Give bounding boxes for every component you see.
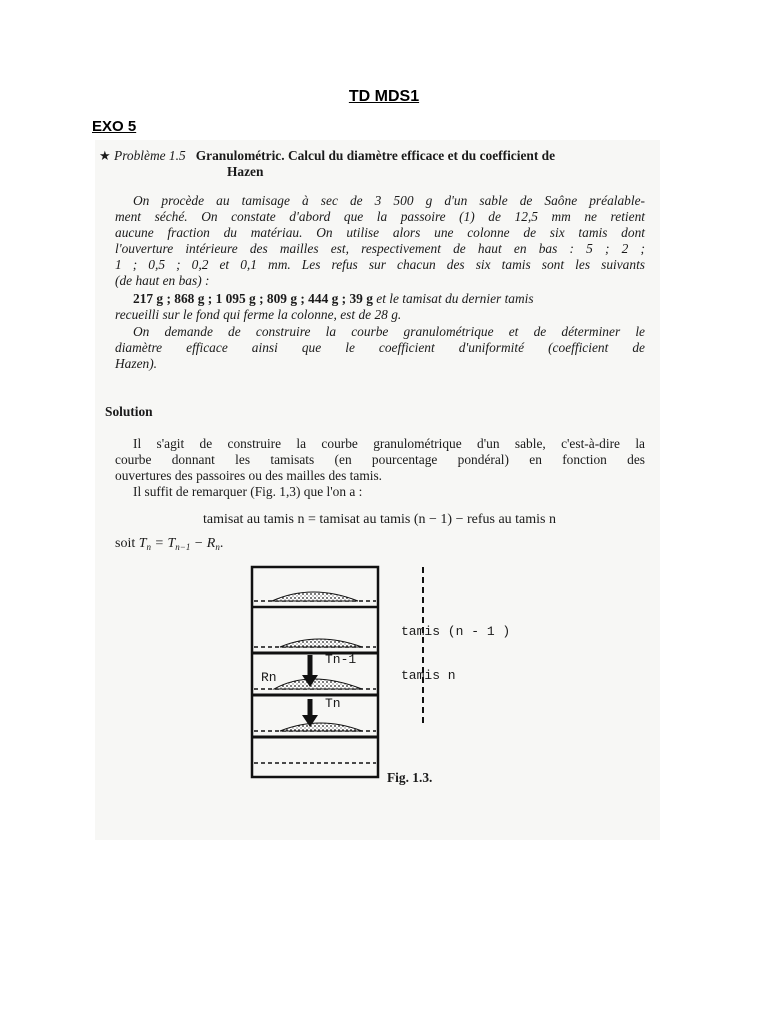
question-text-line: Hazen). [115, 356, 158, 371]
star-icon: ★ [99, 148, 111, 163]
figure-caption: Fig. 1.3. [387, 770, 433, 785]
refus-values-line [133, 291, 645, 307]
scanned-page [95, 140, 660, 840]
solution-text-line: Il suffit de remarquer (Fig. 1,3) que l'on a : [133, 484, 363, 499]
formula-end: . [219, 536, 224, 551]
refus-values: 217 g ; 868 g ; 1 095 g ; 809 g ; 444 g ; 39 g [133, 291, 373, 306]
soit-word: soit [115, 536, 136, 551]
label-tamis-n: tamis n [401, 668, 456, 683]
exercise-label: EXO 5 [92, 118, 137, 135]
formula-subscript: n−1 [175, 542, 191, 552]
problem-label: Problème 1.5 [114, 148, 186, 163]
tamisat-equation: tamisat au tamis n = tamisat au tamis (n − 1) − refus au tamis n [203, 512, 557, 527]
formula-subscript: n [215, 542, 220, 552]
problem-text-line: l'ouverture intérieure des mailles est, respectivement de haut en bas : 5 ; 2 ; [115, 241, 645, 256]
label-tn-minus-1: Tn-1 [325, 652, 357, 667]
problem-text-line: 1 ; 0,5 ; 0,2 et 0,1 mm. Les refus sur chacun des six tamis sont les suivants [115, 257, 645, 272]
formula-symbol: T [138, 536, 147, 551]
problem-title: Granulométric. Calcul du diamètre efficace et du coefficient de [195, 148, 556, 163]
question-text-line: On demande de construire la courbe granulométrique et de déterminer le [133, 324, 645, 339]
refus-tail: et le tamisat du dernier tamis [376, 291, 534, 306]
problem-text-line: (de haut en bas) : [115, 273, 210, 288]
problem-text-line: aucune fraction du matériau. On utilise alors une colonne de six tamis dont [115, 225, 645, 240]
label-tamis-n-minus-1: tamis (n - 1 ) [401, 624, 511, 639]
label-tn: Tn [325, 696, 341, 711]
problem-text-line: recueilli sur le fond qui ferme la colonne, est de 28 g. [115, 307, 402, 322]
solution-text-line: ouvertures des passoires ou des mailles des tamis. [115, 468, 383, 483]
document-title: TD MDS1 [348, 88, 420, 105]
formula-subscript: n [146, 542, 152, 552]
solution-text-line: Il s'agit de construire la courbe granulométrique d'un sable, c'est-à-dire la [133, 436, 645, 451]
solution-text-line: courbe donnant les tamisats (en pourcentage pondéral) en fonction des [115, 452, 645, 467]
problem-title-continued: Hazen [227, 164, 264, 179]
problem-text-line: On procède au tamisage à sec de 3 500 g d'un sable de Saône préalable- [133, 193, 645, 208]
formula-symbol: = T [151, 536, 176, 551]
problem-text-line: ment séché. On constate d'abord que la passoire (1) de 12,5 mm ne retient [115, 209, 645, 224]
tamisat-formula [115, 536, 223, 552]
formula-symbol: − R [190, 536, 216, 551]
solution-heading: Solution [105, 404, 153, 419]
label-rn: Rn [261, 670, 277, 685]
question-text-line: diamètre efficace ainsi que le coefficient d'uniformité (coefficient de [115, 340, 645, 355]
problem-heading [99, 148, 649, 164]
